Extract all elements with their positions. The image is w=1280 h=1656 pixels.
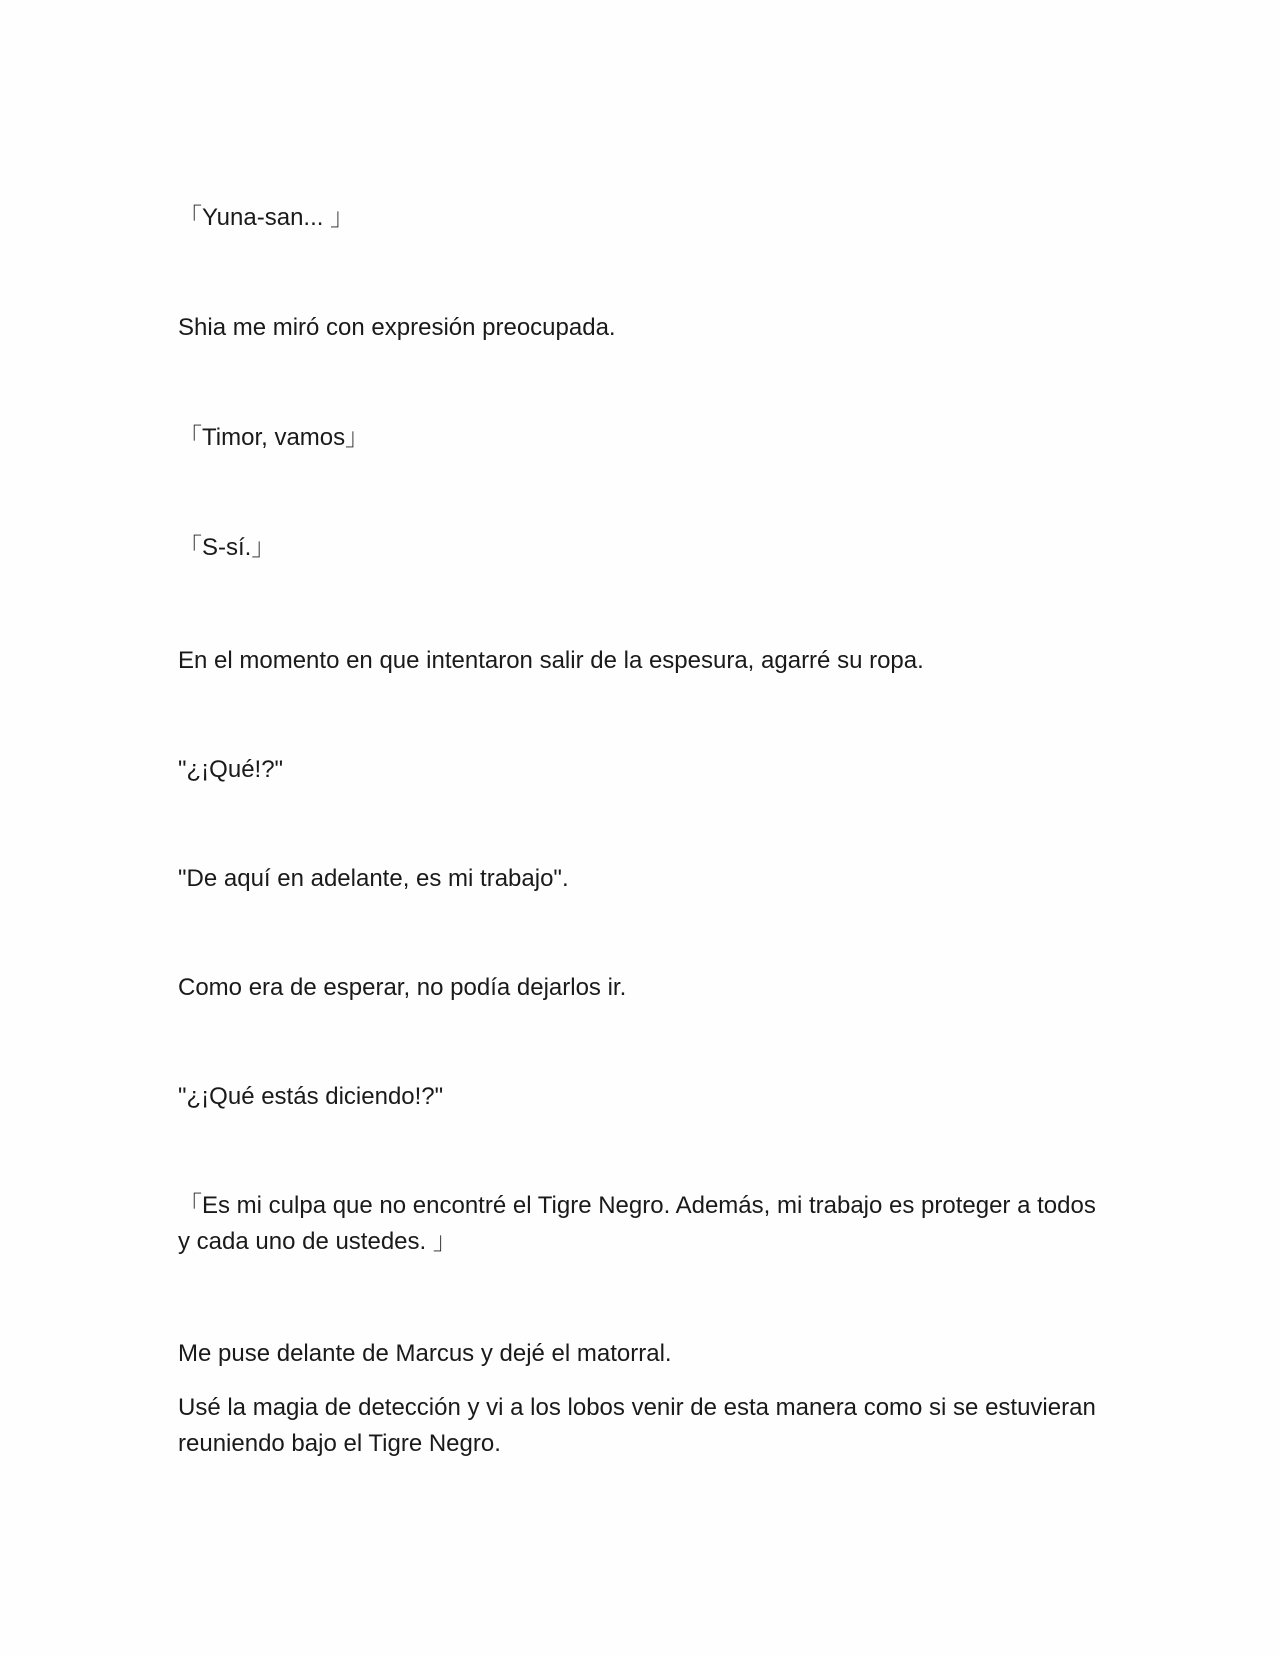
narration-detection-magic: Usé la magia de detección y vi a los lobos venir de esta manera como si se estuvieran reuniendo bajo el Tigre Negro. <box>178 1394 1096 1457</box>
narration-left-thicket: Me puse delante de Marcus y dejé el matorral. <box>178 1340 672 1367</box>
narration-cannot-let-go: Como era de esperar, no podía dejarlos ir. <box>178 974 627 1001</box>
narration-shia-worried: Shia me miró con expresión preocupada. <box>178 314 616 341</box>
dialogue-what-are-you-saying: "¿¡Qué estás diciendo!?" <box>178 1083 444 1110</box>
dialogue-s-si: 「S-sí.」 <box>178 534 276 561</box>
dialogue-que: "¿¡Qué!?" <box>178 756 284 783</box>
dialogue-my-fault: 「Es mi culpa que no encontré el Tigre Negro. Además, mi trabajo es proteger a todos y cada uno de ustedes. 」 <box>178 1192 1096 1255</box>
narration-grabbed-clothes: En el momento en que intentaron salir de la espesura, agarré su ropa. <box>178 647 924 674</box>
dialogue-yuna-san: 「Yuna-san... 」 <box>178 204 355 231</box>
dialogue-timor-vamos: 「Timor, vamos」 <box>178 424 370 451</box>
dialogue-my-job: "De aquí en adelante, es mi trabajo". <box>178 865 569 892</box>
